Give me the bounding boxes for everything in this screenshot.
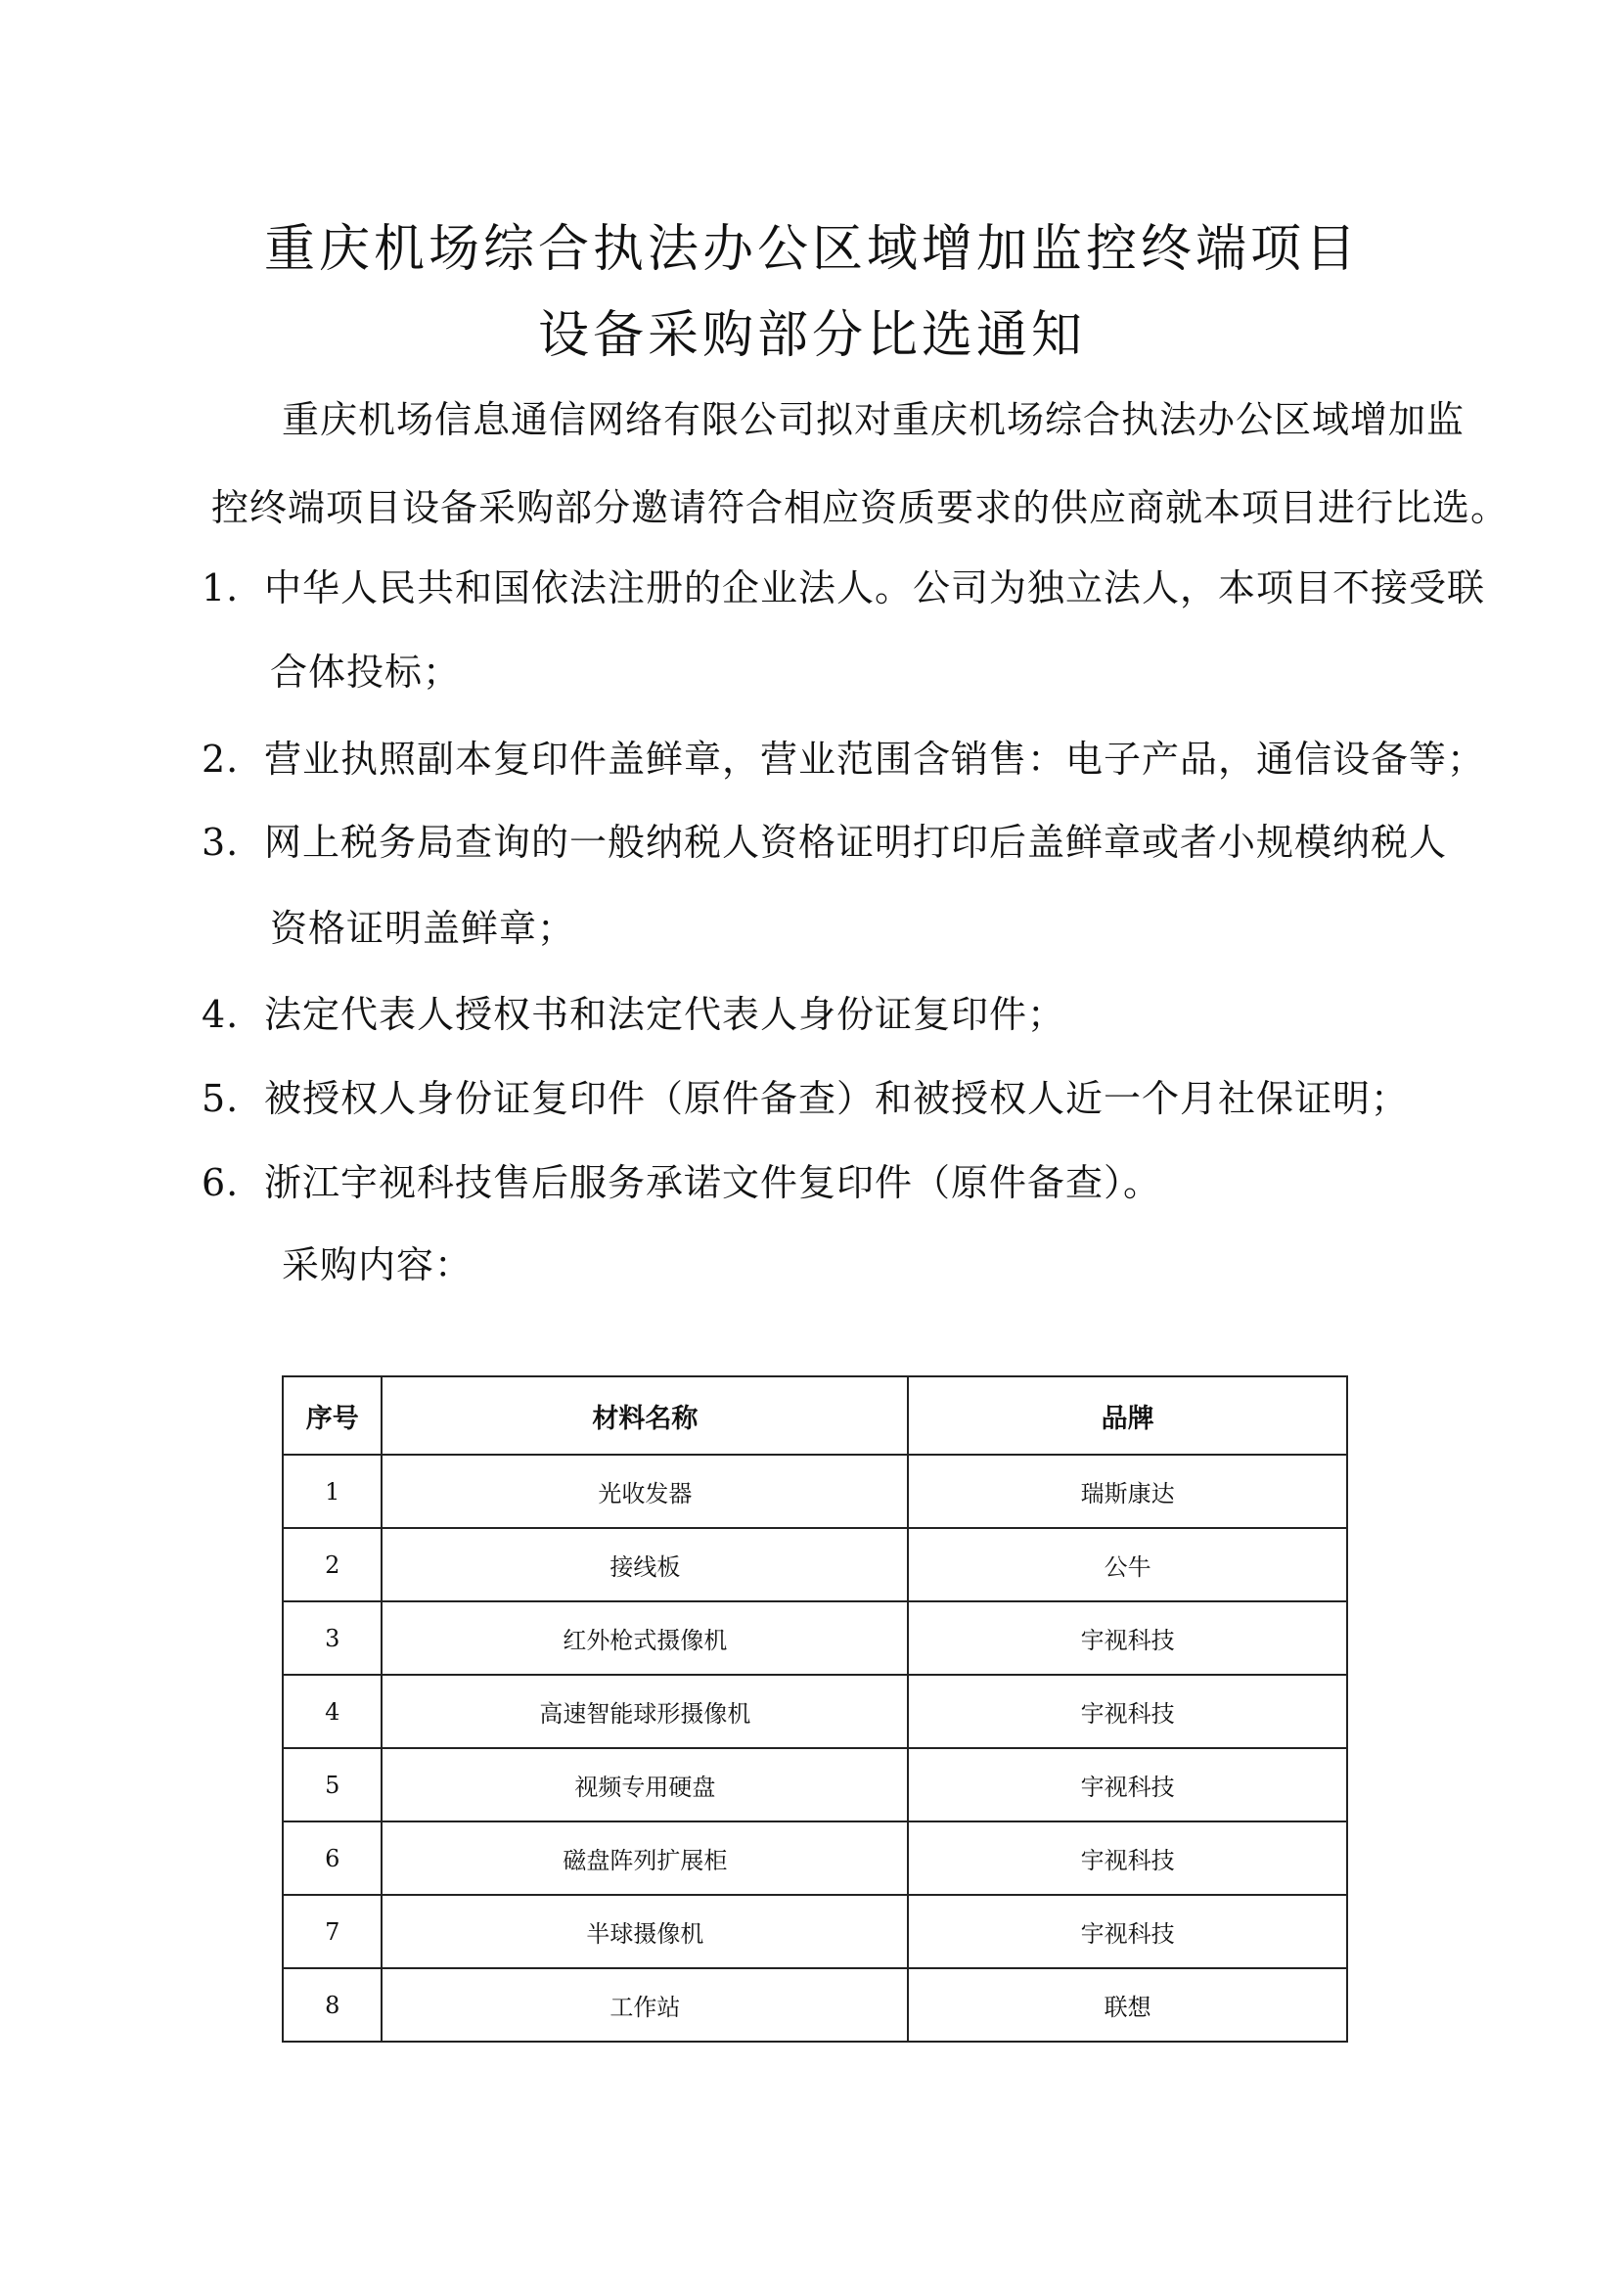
table-row <box>283 1895 1347 1968</box>
table-row <box>283 1675 1347 1748</box>
requirement-2-text: 营业执照副本复印件盖鲜章，营业范围含销售：电子产品，通信设备等； <box>264 738 1486 781</box>
table-row <box>283 1968 1347 2042</box>
cell-brand: 瑞斯康达 <box>908 1455 1347 1528</box>
intro-paragraph-line2: 控终端项目设备采购部分邀请符合相应资质要求的供应商就本项目进行比选。 <box>211 486 1510 529</box>
cell-material-name: 磁盘阵列扩展柜 <box>382 1821 908 1895</box>
table-row <box>283 1528 1347 1601</box>
cell-material-name: 视频专用硬盘 <box>382 1748 908 1821</box>
requirement-6-number: 6. <box>202 1161 240 1204</box>
procurement-content-label: 采购内容： <box>282 1243 474 1286</box>
cell-serial-number: 6 <box>283 1821 382 1895</box>
requirement-3-continuation: 资格证明盖鲜章； <box>270 907 576 950</box>
requirement-4-text: 法定代表人授权书和法定代表人身份证复印件； <box>264 993 1066 1036</box>
requirement-3 <box>202 812 1447 866</box>
cell-brand: 宇视科技 <box>908 1821 1347 1895</box>
requirement-5-text: 被授权人身份证复印件（原件备查）和被授权人近一个月社保证明； <box>264 1077 1410 1120</box>
requirement-5 <box>202 1068 1409 1122</box>
requirement-5-number: 5. <box>202 1077 240 1120</box>
requirement-6-text: 浙江宇视科技售后服务承诺文件复印件（原件备查）。 <box>264 1161 1162 1204</box>
requirement-4-number: 4. <box>202 993 240 1036</box>
table-row <box>283 1748 1347 1821</box>
requirement-2 <box>202 729 1485 783</box>
table-row <box>283 1821 1347 1895</box>
cell-serial-number: 8 <box>283 1968 382 2042</box>
requirement-1-number: 1. <box>202 566 240 609</box>
cell-brand: 联想 <box>908 1968 1347 2042</box>
requirement-4 <box>202 984 1065 1038</box>
cell-brand: 宇视科技 <box>908 1601 1347 1675</box>
cell-serial-number: 3 <box>283 1601 382 1675</box>
cell-brand: 宇视科技 <box>908 1675 1347 1748</box>
cell-material-name: 红外枪式摄像机 <box>382 1601 908 1675</box>
table-row <box>283 1455 1347 1528</box>
requirement-2-number: 2. <box>202 738 240 781</box>
cell-material-name: 高速智能球形摄像机 <box>382 1675 908 1748</box>
document-title-line2: 设备采购部分比选通知 <box>537 306 1086 365</box>
table-header-row <box>283 1376 1347 1455</box>
cell-serial-number: 1 <box>283 1455 382 1528</box>
requirement-1-text: 中华人民共和国依法注册的企业法人。公司为独立法人，本项目不接受联 <box>264 566 1486 609</box>
cell-material-name: 光收发器 <box>382 1455 908 1528</box>
requirement-3-text: 网上税务局查询的一般纳税人资格证明打印后盖鲜章或者小规模纳税人 <box>264 821 1448 864</box>
procurement-table <box>282 1375 1348 2043</box>
cell-brand: 宇视科技 <box>908 1748 1347 1821</box>
cell-material-name: 接线板 <box>382 1528 908 1601</box>
header-material-name: 材料名称 <box>382 1376 908 1455</box>
cell-serial-number: 5 <box>283 1748 382 1821</box>
cell-brand: 公牛 <box>908 1528 1347 1601</box>
cell-serial-number: 2 <box>283 1528 382 1601</box>
cell-serial-number: 4 <box>283 1675 382 1748</box>
cell-brand: 宇视科技 <box>908 1895 1347 1968</box>
header-brand: 品牌 <box>908 1376 1347 1455</box>
cell-material-name: 工作站 <box>382 1968 908 2042</box>
requirement-3-number: 3. <box>202 821 240 864</box>
cell-serial-number: 7 <box>283 1895 382 1968</box>
requirement-1 <box>202 558 1485 611</box>
table-row <box>283 1601 1347 1675</box>
header-serial-number: 序号 <box>283 1376 382 1455</box>
requirement-1-continuation: 合体投标； <box>270 651 462 694</box>
requirement-6 <box>202 1152 1161 1206</box>
document-title-line1: 重庆机场综合执法办公区域增加监控终端项目 <box>263 220 1360 279</box>
cell-material-name: 半球摄像机 <box>382 1895 908 1968</box>
intro-paragraph-line1: 重庆机场信息通信网络有限公司拟对重庆机场综合执法办公区域增加监 <box>282 398 1466 441</box>
